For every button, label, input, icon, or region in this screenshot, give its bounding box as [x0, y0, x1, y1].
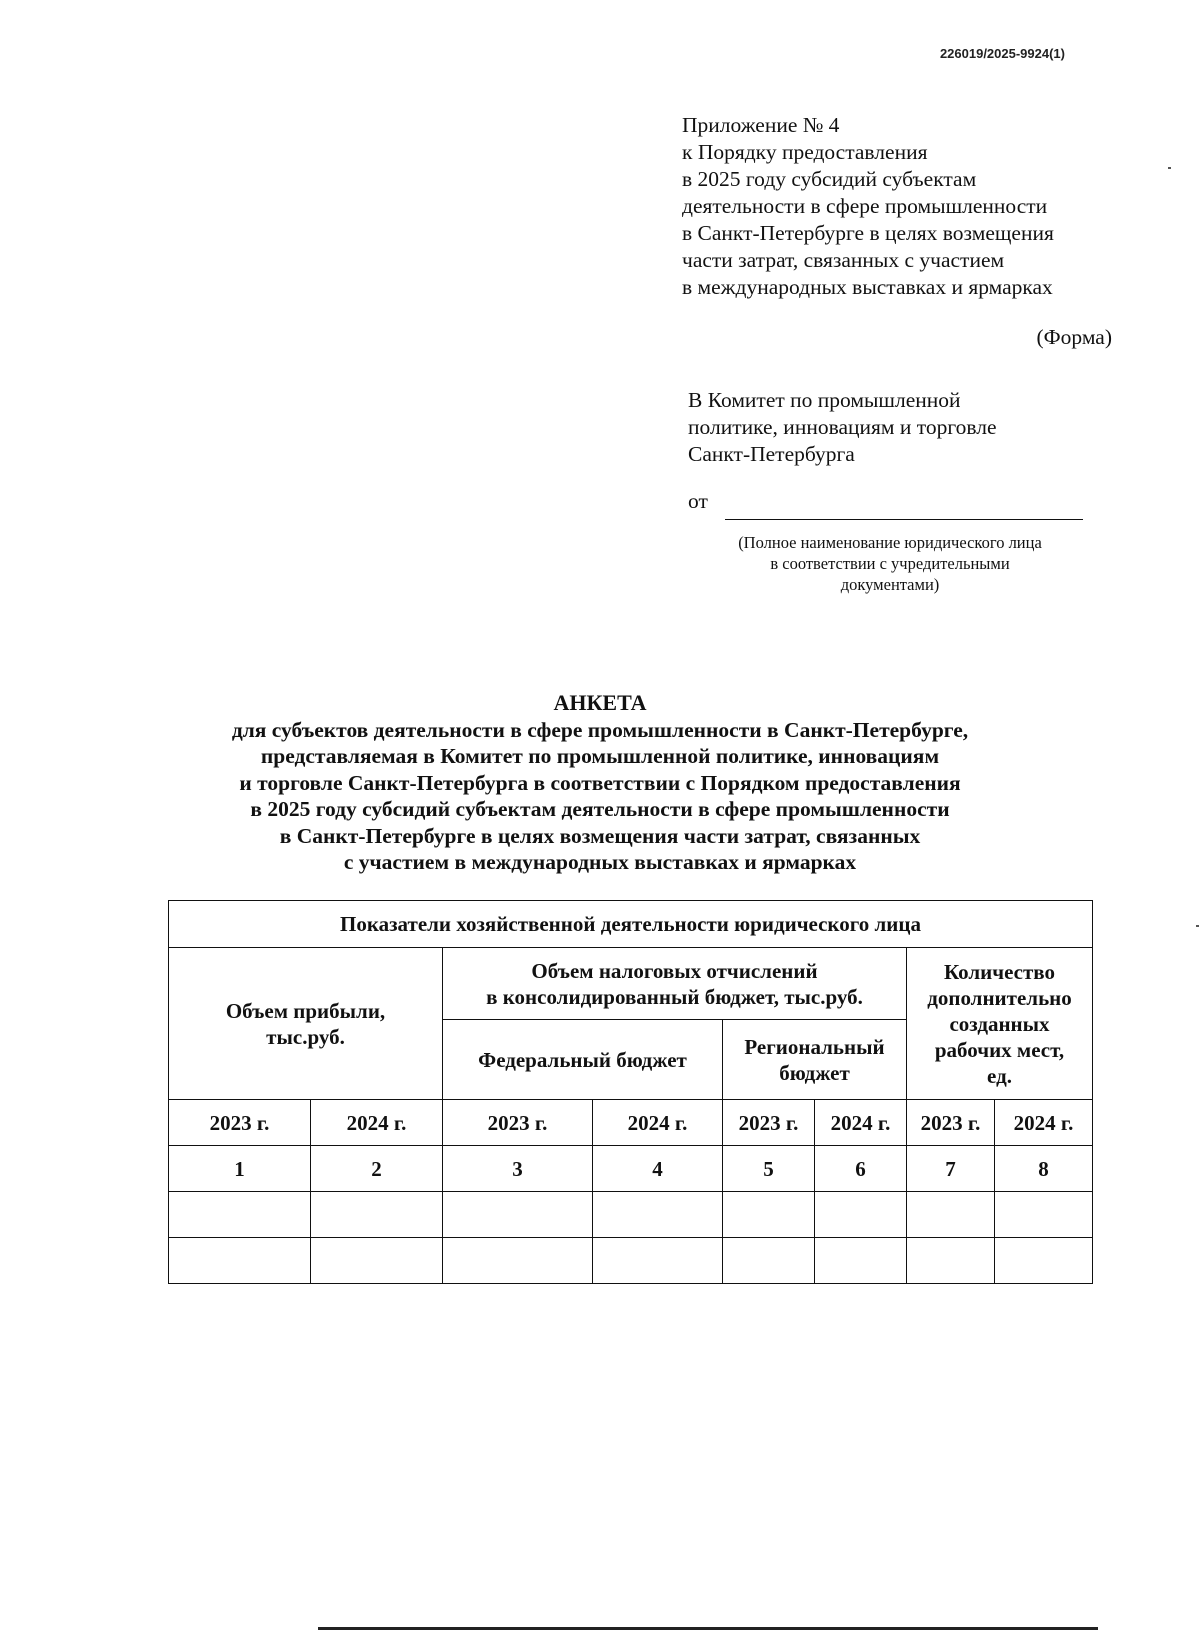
scan-speck	[1196, 925, 1199, 927]
column-number: 2	[311, 1146, 443, 1192]
data-cell[interactable]	[169, 1192, 311, 1238]
appendix-header	[682, 112, 1054, 301]
data-cell[interactable]	[907, 1192, 995, 1238]
data-cell[interactable]	[815, 1238, 907, 1284]
data-cell[interactable]	[169, 1238, 311, 1284]
title-line: для субъектов деятельности в сфере промышленности в Санкт-Петербурге,	[231, 717, 969, 742]
data-cell[interactable]	[593, 1238, 723, 1284]
form-label: (Форма)	[1036, 325, 1112, 349]
regional-budget-header: Региональный бюджет	[723, 1020, 907, 1100]
data-cell[interactable]	[311, 1238, 443, 1284]
year-cell: 2024 г.	[815, 1100, 907, 1146]
title-line: в Санкт-Петербурге в целях возмещения части затрат, связанных	[279, 823, 921, 848]
appendix-line: в международных выставках и ярмарках	[682, 275, 1053, 299]
appendix-line: к Порядку предоставления	[682, 140, 928, 164]
data-cell[interactable]	[723, 1192, 815, 1238]
column-number: 6	[815, 1146, 907, 1192]
questionnaire-title	[150, 690, 1050, 876]
data-cell[interactable]	[593, 1192, 723, 1238]
appendix-line: Приложение № 4	[682, 113, 840, 137]
title-main: АНКЕТА	[553, 690, 647, 715]
column-number: 1	[169, 1146, 311, 1192]
from-note-line: (Полное наименование юридического лица	[738, 533, 1042, 552]
federal-budget-header: Федеральный бюджет	[443, 1020, 723, 1100]
addressee-block	[688, 387, 997, 468]
year-cell: 2024 г.	[311, 1100, 443, 1146]
data-cell[interactable]	[443, 1238, 593, 1284]
data-cell[interactable]	[995, 1192, 1093, 1238]
year-cell: 2023 г.	[443, 1100, 593, 1146]
addressee-line: В Комитет по промышленной	[688, 388, 961, 412]
title-line: представляемая в Комитет по промышленной политике, инновациям	[260, 744, 940, 768]
year-cell: 2024 г.	[593, 1100, 723, 1146]
data-cell[interactable]	[995, 1238, 1093, 1284]
column-number: 4	[593, 1146, 723, 1192]
from-note-line: в соответствии с учредительными	[770, 554, 1010, 573]
profit-header: Объем прибыли, тыс.руб.	[169, 948, 443, 1100]
scan-edge-line	[318, 1627, 1098, 1630]
from-signature-line[interactable]	[725, 519, 1083, 520]
addressee-line: Санкт-Петербурга	[688, 442, 855, 466]
title-line: с участием в международных выставках и ярмарках	[343, 850, 857, 874]
column-number: 8	[995, 1146, 1093, 1192]
data-cell[interactable]	[723, 1238, 815, 1284]
from-label: от	[688, 489, 708, 513]
document-id: 226019/2025-9924(1)	[939, 46, 1065, 61]
indicators-table	[168, 900, 1093, 1284]
scan-speck	[1168, 167, 1171, 169]
appendix-line: в Санкт-Петербурге в целях возмещения	[682, 221, 1054, 245]
table-header: Показатели хозяйственной деятельности юридического лица	[169, 901, 1093, 948]
data-cell[interactable]	[815, 1192, 907, 1238]
jobs-header: Количество дополнительно созданных рабочих мест, ед.	[907, 948, 1093, 1100]
title-line: в 2025 году субсидий субъектам деятельности в сфере промышленности	[250, 797, 950, 821]
data-cell[interactable]	[443, 1192, 593, 1238]
addressee-line: политике, инновациям и торговле	[688, 415, 997, 439]
appendix-line: в 2025 году субсидий субъектам	[682, 167, 977, 191]
column-number: 3	[443, 1146, 593, 1192]
tax-header: Объем налоговых отчислений в консолидированный бюджет, тыс.руб.	[443, 948, 907, 1020]
appendix-line: деятельности в сфере промышленности	[682, 194, 1048, 218]
data-cell[interactable]	[907, 1238, 995, 1284]
column-number: 5	[723, 1146, 815, 1192]
appendix-line: части затрат, связанных с участием	[682, 248, 1005, 272]
data-cell[interactable]	[311, 1192, 443, 1238]
year-cell: 2024 г.	[995, 1100, 1093, 1146]
year-cell: 2023 г.	[169, 1100, 311, 1146]
year-cell: 2023 г.	[907, 1100, 995, 1146]
year-cell: 2023 г.	[723, 1100, 815, 1146]
from-note-line: документами)	[840, 575, 940, 594]
column-number: 7	[907, 1146, 995, 1192]
title-line: и торговле Санкт-Петербурга в соответствии с Порядком предоставления	[239, 770, 961, 795]
from-note	[690, 532, 1090, 595]
